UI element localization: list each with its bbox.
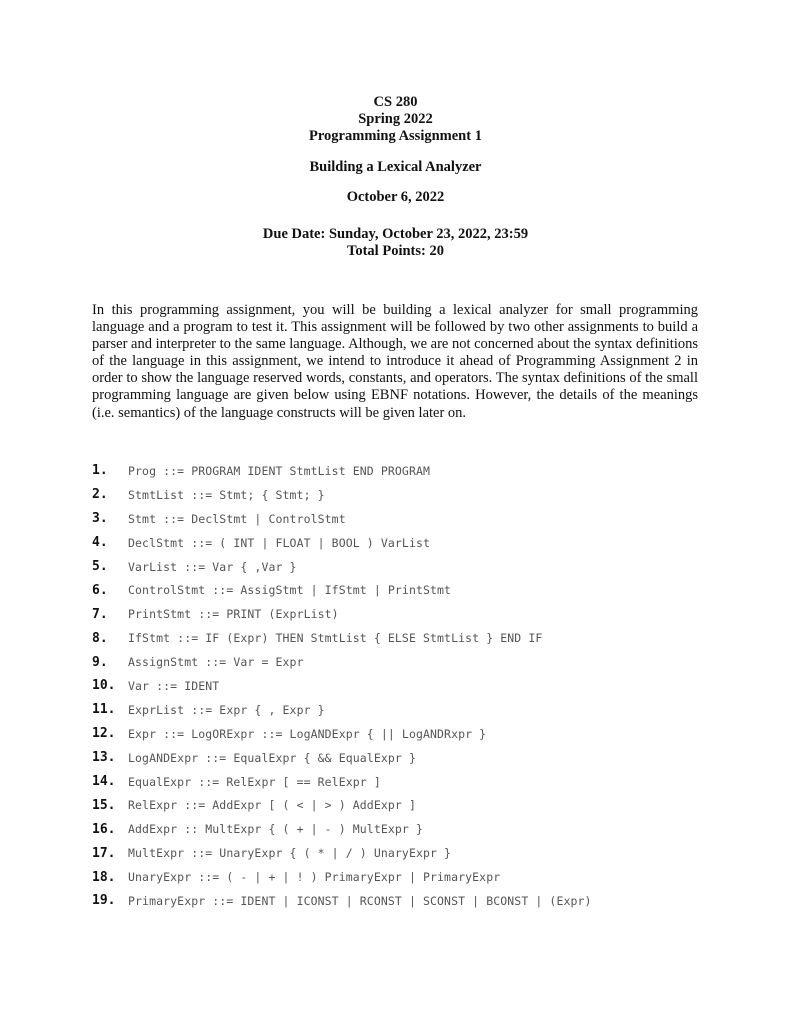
rule-definition: DeclStmt ::= ( INT | FLOAT | BOOL ) VarList <box>128 535 431 550</box>
grammar-rule <box>92 722 732 746</box>
rule-definition: PrimaryExpr ::= IDENT | ICONST | RCONST | SCONST | BCONST | (Expr) <box>128 893 592 908</box>
course-code: CS 280 <box>373 94 418 110</box>
rule-definition: VarList ::= Var { ,Var } <box>128 559 297 574</box>
document-title: Building a Lexical Analyzer <box>309 159 482 175</box>
due-date: Due Date: Sunday, October 23, 2022, 23:59 <box>262 226 529 242</box>
rule-definition: Prog ::= PROGRAM IDENT StmtList END PROGRAM <box>128 463 431 478</box>
rule-number: 1. <box>92 463 108 479</box>
grammar-rule <box>92 578 732 602</box>
rule-definition: PrintStmt ::= PRINT (ExprList) <box>128 607 339 622</box>
rule-number: 19. <box>92 893 116 909</box>
rule-definition: MultExpr ::= UnaryExpr { ( * | / ) UnaryExpr } <box>128 846 452 861</box>
rule-definition: LogANDExpr ::= EqualExpr { && EqualExpr } <box>128 750 416 765</box>
rule-definition: AssignStmt ::= Var = Expr <box>128 655 304 670</box>
rule-definition: ControlStmt ::= AssigStmt | IfStmt | PrintStmt <box>128 583 452 598</box>
rule-number: 18. <box>92 869 116 885</box>
rule-number: 10. <box>92 678 116 694</box>
rule-number: 13. <box>92 750 116 766</box>
grammar-rule <box>92 889 732 913</box>
rule-number: 16. <box>92 821 116 837</box>
grammar-rule <box>92 507 732 531</box>
grammar-rule <box>92 650 732 674</box>
rule-number: 2. <box>92 487 108 503</box>
grammar-rule <box>92 793 732 817</box>
grammar-rule <box>92 841 732 865</box>
intro-paragraph: In this programming assignment, you will be building a lexical analyzer for small programming language and a program to test it. This assignment will be followed by two other assignments to build a parser and interpreter to the same language. Although, we are not concerned about the syntax definitions of the language in this assignment, we intend to introduce it ahead of Programming Assignment 2 in order to show the language reserved words, constants, and operators. The syntax definitions of the small programming language are given below using EBNF notations. However, the details of the meanings (i.e. semantics) of the language constructs will be given later on. <box>92 302 698 421</box>
assignment-name: Programming Assignment 1 <box>309 128 482 144</box>
rule-number: 4. <box>92 535 108 551</box>
grammar-rule <box>92 555 732 579</box>
grammar-rule <box>92 698 732 722</box>
rule-definition: ExprList ::= Expr { , Expr } <box>128 702 325 717</box>
rule-number: 6. <box>92 582 108 598</box>
rule-definition: Var ::= IDENT <box>128 678 220 693</box>
term: Spring 2022 <box>358 111 433 127</box>
total-points: Total Points: 20 <box>347 243 444 259</box>
grammar-rule <box>92 865 732 889</box>
grammar-rule <box>92 459 732 483</box>
grammar-rule <box>92 817 732 841</box>
rule-number: 9. <box>92 654 108 670</box>
rule-number: 11. <box>92 702 116 718</box>
rule-number: 12. <box>92 726 116 742</box>
rule-definition: Stmt ::= DeclStmt | ControlStmt <box>128 511 346 526</box>
grammar-rule <box>92 531 732 555</box>
grammar-rule <box>92 602 732 626</box>
grammar-rule <box>92 626 732 650</box>
rule-definition: IfStmt ::= IF (Expr) THEN StmtList { ELSE StmtList } END IF <box>128 631 543 646</box>
grammar-rule <box>92 746 732 770</box>
grammar-rule <box>92 770 732 794</box>
rule-definition: Expr ::= LogORExpr ::= LogANDExpr { || LogANDRxpr } <box>128 726 487 741</box>
grammar-rule <box>92 483 732 507</box>
rule-number: 15. <box>92 797 116 813</box>
rule-number: 3. <box>92 511 108 527</box>
issue-date: October 6, 2022 <box>346 189 445 205</box>
rule-number: 8. <box>92 630 108 646</box>
rule-number: 17. <box>92 845 116 861</box>
rule-number: 14. <box>92 774 116 790</box>
grammar-rule-list <box>92 459 732 913</box>
rule-number: 5. <box>92 559 108 574</box>
grammar-rule <box>92 674 732 698</box>
rule-number: 7. <box>92 606 108 622</box>
rule-definition: UnaryExpr ::= ( - | + | ! ) PrimaryExpr | PrimaryExpr <box>128 870 501 885</box>
rule-definition: StmtList ::= Stmt; { Stmt; } <box>128 487 325 502</box>
rule-definition: RelExpr ::= AddExpr [ ( < | > ) AddExpr ] <box>128 798 416 813</box>
rule-definition: EqualExpr ::= RelExpr [ == RelExpr ] <box>128 774 381 789</box>
rule-definition: AddExpr :: MultExpr { ( + | - ) MultExpr } <box>128 822 423 837</box>
